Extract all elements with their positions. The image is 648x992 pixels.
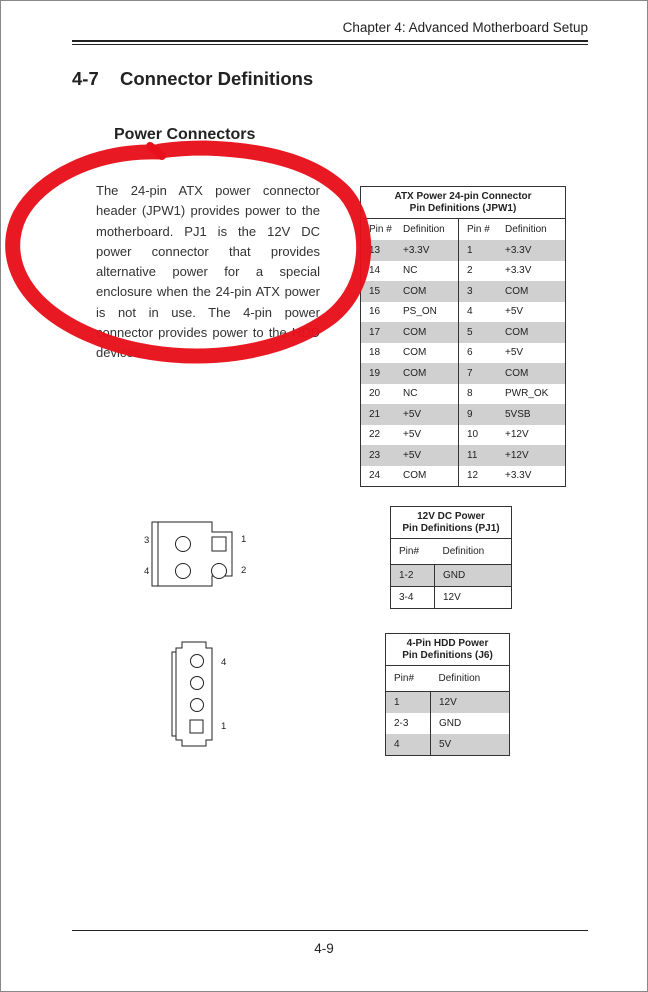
pj1-pin-4	[176, 564, 191, 579]
table-row	[361, 240, 566, 261]
table-cell: COM	[395, 322, 459, 343]
table-cell: 3-4	[391, 587, 435, 609]
pj1-table-title-line1: 12V DC Power	[417, 510, 485, 522]
table-cell: 1-2	[391, 565, 435, 587]
header-rule	[72, 40, 588, 42]
table-row	[361, 425, 566, 446]
table-cell: 12V	[443, 592, 461, 603]
pj1-label-3: 3	[144, 535, 150, 546]
table-cell: NC	[395, 261, 459, 282]
pj1-table-title-line2: Pin Definitions (PJ1)	[402, 522, 500, 534]
table-row	[391, 565, 512, 587]
table-cell: 21	[361, 404, 396, 425]
table-cell: 12	[467, 470, 479, 482]
table-cell: 4	[386, 734, 431, 756]
table-cell: +3.3V	[395, 240, 459, 261]
table-row	[361, 445, 566, 466]
table-cell: 18	[369, 347, 381, 359]
table-cell: 5V	[431, 734, 510, 756]
j6-pin-2	[191, 699, 204, 712]
table-cell: 15	[361, 281, 396, 302]
table-cell: COM	[395, 363, 459, 384]
pj1-header-definition: Definition	[435, 539, 512, 565]
table-cell: +12V	[497, 445, 566, 466]
table-cell: COM	[497, 363, 566, 384]
j6-pin-3	[191, 677, 204, 690]
j6-table-caption	[386, 634, 510, 666]
atx-header-pin-left: Pin #	[369, 224, 392, 235]
j6-table-title-line2: Pin Definitions (J6)	[402, 649, 493, 661]
table-cell: 5	[459, 322, 498, 343]
footer-rule	[72, 930, 588, 931]
table-cell: +5V	[395, 404, 459, 425]
j6-header-pin: Pin#	[386, 666, 431, 692]
section-number: 4-7	[72, 68, 99, 89]
atx-table-caption	[361, 187, 566, 219]
table-cell: 14	[369, 265, 381, 277]
table-row	[391, 587, 512, 609]
j6-header-definition: Definition	[431, 666, 510, 692]
pj1-label-2: 2	[241, 565, 247, 576]
atx-table-title-line1: ATX Power 24-pin Connector	[394, 190, 532, 202]
table-cell: +5V	[505, 347, 524, 359]
table-row	[361, 363, 566, 384]
j6-pin-table	[385, 633, 510, 756]
pj1-label-1: 1	[241, 534, 247, 545]
table-cell: +3.3V	[497, 240, 566, 261]
section-title	[72, 68, 313, 90]
table-cell: +5V	[395, 445, 459, 466]
table-row	[361, 261, 566, 282]
pj1-label-4: 4	[144, 566, 150, 577]
table-cell: +5V	[395, 425, 459, 446]
table-cell: 9	[459, 404, 498, 425]
table-cell: COM	[395, 466, 459, 487]
atx-header-definition-left: Definition	[395, 219, 459, 241]
table-cell: 2-3	[386, 713, 431, 734]
page-number: 4-9	[314, 941, 334, 956]
table-row	[361, 466, 566, 487]
table-cell: PWR_OK	[505, 388, 549, 400]
table-row	[361, 281, 566, 302]
j6-pin-4	[191, 655, 204, 668]
subsection-title: Power Connectors	[114, 126, 256, 143]
table-cell: COM	[395, 281, 459, 302]
table-cell: PS_ON	[395, 302, 459, 323]
pj1-header-pin: Pin#	[391, 539, 435, 565]
pj1-table-caption	[391, 507, 512, 539]
table-cell: 3	[459, 281, 498, 302]
table-cell: +5V	[505, 306, 524, 318]
table-cell: 16	[369, 306, 381, 318]
table-cell: COM	[395, 343, 459, 364]
table-cell: 19	[361, 363, 396, 384]
atx-table-title-line2: Pin Definitions (JPW1)	[409, 202, 517, 214]
table-row	[361, 384, 566, 405]
table-cell: 4	[467, 306, 473, 318]
j6-connector-diagram	[168, 640, 218, 750]
table-cell: 6	[467, 347, 473, 359]
table-row	[361, 404, 566, 425]
table-cell: 23	[361, 445, 396, 466]
j6-label-1: 1	[221, 721, 227, 732]
atx-header-pin-right: Pin #	[467, 224, 490, 235]
header-rule-thin	[72, 44, 588, 45]
j6-pin-1	[190, 720, 203, 733]
table-cell: 11	[459, 445, 498, 466]
table-cell: GND	[439, 718, 462, 729]
pj1-connector-diagram	[150, 520, 260, 595]
table-cell: GND	[435, 565, 512, 587]
table-cell: 1	[459, 240, 498, 261]
table-cell: 1	[386, 692, 431, 714]
table-cell: 12V	[431, 692, 510, 714]
table-cell: 7	[459, 363, 498, 384]
table-cell: 5VSB	[497, 404, 566, 425]
table-cell: +3.3V	[505, 470, 532, 482]
table-cell: COM	[497, 322, 566, 343]
chapter-header: Chapter 4: Advanced Motherboard Setup	[342, 20, 588, 35]
table-row	[361, 302, 566, 323]
body-paragraph: The 24-pin ATX power connector header (JPW1) provides power to the motherboard. PJ1 is the 12V DC power connector that provides alternative power for a special enclosure when the 24-pin ATX power is not in use. The 4-pin power connector provides power to the HDD devices.	[96, 183, 320, 361]
table-row	[386, 692, 510, 714]
table-cell: 8	[467, 388, 473, 400]
table-cell: 13	[361, 240, 396, 261]
table-row	[361, 322, 566, 343]
table-row	[386, 713, 510, 734]
pj1-pin-table	[390, 506, 512, 609]
table-cell: +3.3V	[505, 265, 532, 277]
table-cell: COM	[497, 281, 566, 302]
table-cell: 2	[467, 265, 473, 277]
table-row	[386, 734, 510, 756]
pj1-pin-2	[212, 564, 227, 579]
table-cell: 24	[369, 470, 381, 482]
j6-label-4: 4	[221, 657, 227, 668]
j6-table-title-line1: 4-Pin HDD Power	[406, 637, 489, 649]
table-cell: 10	[467, 429, 479, 441]
pj1-pin-3	[176, 537, 191, 552]
section-title-text: Connector Definitions	[120, 68, 314, 89]
table-cell: NC	[395, 384, 459, 405]
table-cell: 20	[369, 388, 381, 400]
pj1-pin-1	[212, 537, 226, 551]
atx-header-definition-right: Definition	[505, 224, 547, 235]
table-row	[361, 343, 566, 364]
table-cell: +12V	[505, 429, 529, 441]
atx-pin-table	[360, 186, 566, 487]
table-cell: 17	[361, 322, 396, 343]
table-cell: 22	[369, 429, 381, 441]
